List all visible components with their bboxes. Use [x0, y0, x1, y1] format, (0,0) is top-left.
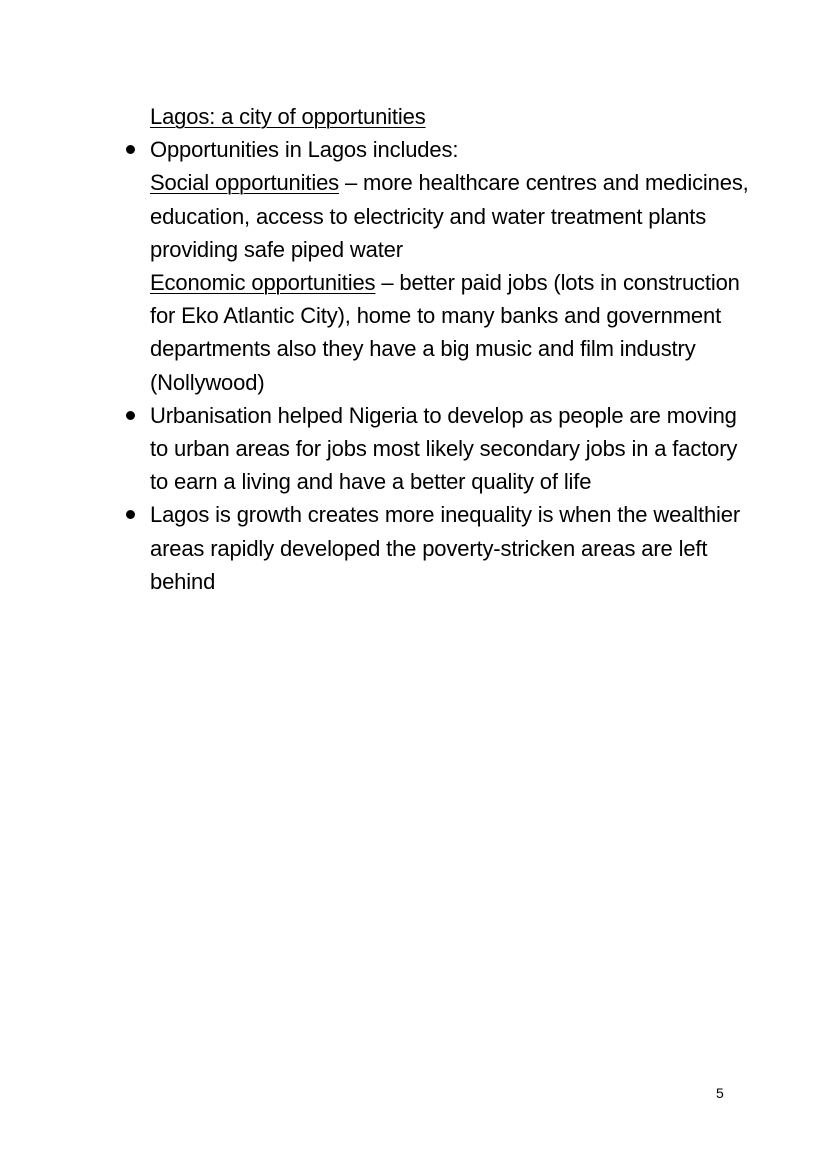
social-opportunities-term: Social opportunities: [150, 170, 340, 196]
bullet-item-urbanisation: [150, 399, 750, 499]
page-number: 5: [716, 1085, 724, 1101]
social-opportunities-paragraph: [150, 166, 750, 266]
bullet-item-opportunities: [150, 133, 750, 399]
bullet-item-inequality: [150, 498, 750, 598]
bullet-icon: [126, 411, 135, 420]
bullet-list: [150, 133, 750, 598]
inequality-text: Lagos is growth creates more inequality is when the wealthier areas rapidly developed the poverty-stricken areas are left behind: [150, 502, 741, 594]
social-opportunities-text: – more healthcare centres and medicines, education, access to electricity and water treatment plants providing safe piped water: [150, 170, 749, 262]
bullet-lead-text: Opportunities in Lagos includes:: [150, 137, 459, 163]
economic-opportunities-term: Economic opportunities: [150, 270, 376, 296]
bullet-icon: [126, 145, 135, 154]
section-heading: Lagos: a city of opportunities: [150, 104, 426, 129]
bullet-icon: [126, 510, 135, 519]
document-body: [150, 100, 750, 598]
urbanisation-text: Urbanisation helped Nigeria to develop as people are moving to urban areas for jobs most likely secondary jobs in a factory to earn a living and have a better quality of life: [150, 402, 738, 495]
economic-opportunities-paragraph: [150, 266, 750, 399]
economic-opportunities-text: – better paid jobs (lots in construction for Eko Atlantic City), home to many banks and government departments also they have a big music and film industry (Nollywood): [150, 270, 740, 395]
